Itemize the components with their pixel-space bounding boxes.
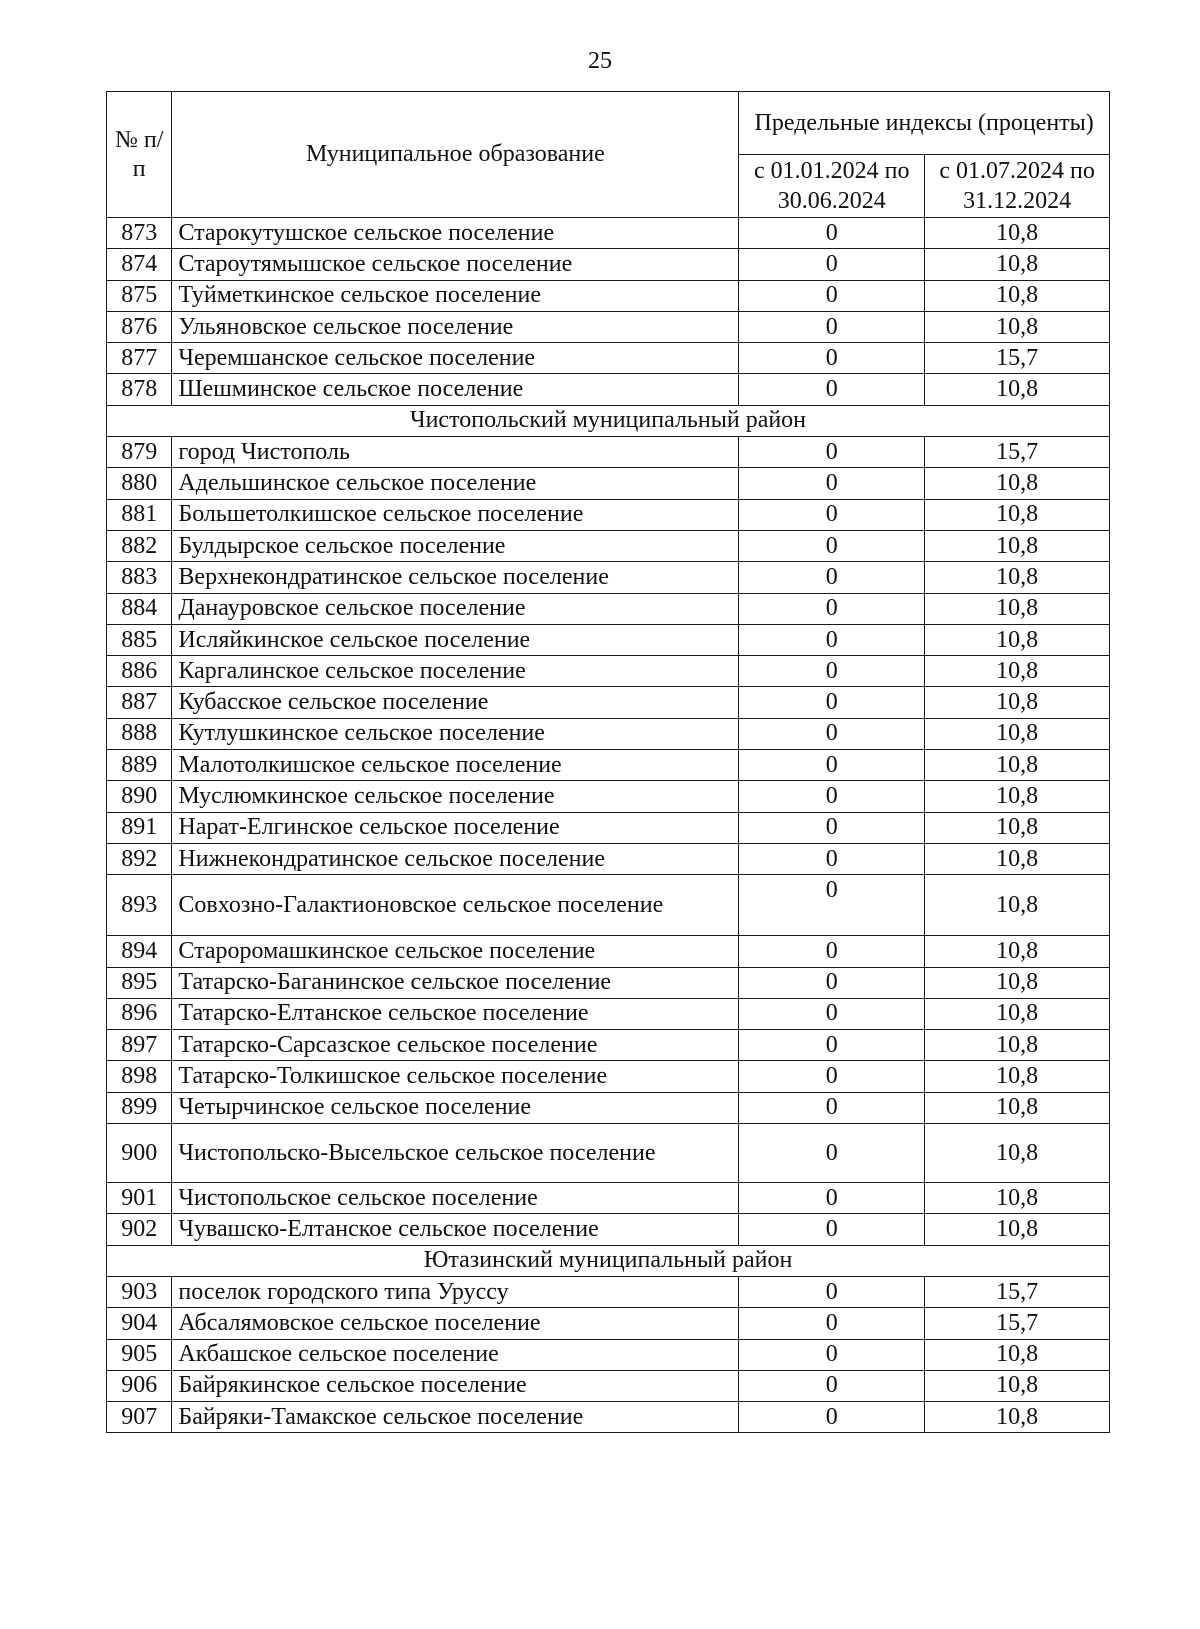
header-num: № п/п <box>107 92 172 218</box>
row-number: 907 <box>107 1402 172 1433</box>
municipality-name: Каргалинское сельское поселение <box>172 656 739 687</box>
municipality-name: Кубасское сельское поселение <box>172 687 739 718</box>
index-period-1: 0 <box>739 998 925 1029</box>
index-period-1: 0 <box>739 750 925 781</box>
index-period-2: 10,8 <box>925 1030 1110 1061</box>
row-number: 876 <box>107 311 172 342</box>
index-period-1: 0 <box>739 936 925 967</box>
index-period-2: 10,8 <box>925 1092 1110 1123</box>
index-period-2: 10,8 <box>925 311 1110 342</box>
index-period-2: 10,8 <box>925 781 1110 812</box>
table-row <box>107 624 1110 655</box>
index-period-2: 10,8 <box>925 936 1110 967</box>
table-row <box>107 1061 1110 1092</box>
row-number: 884 <box>107 593 172 624</box>
municipality-name: Верхнекондратинское сельское поселение <box>172 562 739 593</box>
municipality-name: Татарско-Толкишское сельское поселение <box>172 1061 739 1092</box>
row-number: 898 <box>107 1061 172 1092</box>
index-period-2: 10,8 <box>925 562 1110 593</box>
district-header-row <box>107 1245 1110 1276</box>
limit-index-table <box>106 91 1110 1433</box>
table-row <box>107 1339 1110 1370</box>
index-period-2: 10,8 <box>925 687 1110 718</box>
municipality-name: Четырчинское сельское поселение <box>172 1092 739 1123</box>
index-period-1: 0 <box>739 1183 925 1214</box>
table-row <box>107 1214 1110 1245</box>
index-period-1: 0 <box>739 624 925 655</box>
index-period-2: 10,8 <box>925 1214 1110 1245</box>
municipality-name: Татарско-Баганинское сельское поселение <box>172 967 739 998</box>
index-period-1: 0 <box>739 656 925 687</box>
table-row <box>107 1402 1110 1433</box>
index-period-2: 10,8 <box>925 843 1110 874</box>
row-number: 896 <box>107 998 172 1029</box>
row-number: 901 <box>107 1183 172 1214</box>
table-row <box>107 530 1110 561</box>
index-period-2: 10,8 <box>925 593 1110 624</box>
table-row <box>107 781 1110 812</box>
index-period-1: 0 <box>739 530 925 561</box>
table-row <box>107 998 1110 1029</box>
municipality-name: Булдырское сельское поселение <box>172 530 739 561</box>
index-period-2: 10,8 <box>925 374 1110 405</box>
municipality-name: Абсалямовское сельское поселение <box>172 1308 739 1339</box>
row-number: 879 <box>107 437 172 468</box>
table-row <box>107 249 1110 280</box>
index-period-2: 10,8 <box>925 1402 1110 1433</box>
row-number: 902 <box>107 1214 172 1245</box>
header-period-1: с 01.01.2024 по 30.06.2024 <box>739 155 925 218</box>
index-period-2: 15,7 <box>925 437 1110 468</box>
index-period-2: 10,8 <box>925 499 1110 530</box>
row-number: 885 <box>107 624 172 655</box>
row-number: 890 <box>107 781 172 812</box>
index-period-2: 10,8 <box>925 875 1110 936</box>
municipality-name: Черемшанское сельское поселение <box>172 343 739 374</box>
municipality-name: Ульяновское сельское поселение <box>172 311 739 342</box>
municipality-name: Муслюмкинское сельское поселение <box>172 781 739 812</box>
table-row <box>107 750 1110 781</box>
table-row <box>107 499 1110 530</box>
municipality-name: Совхозно-Галактионовское сельское поселение <box>172 875 739 936</box>
index-period-2: 10,8 <box>925 812 1110 843</box>
index-period-2: 10,8 <box>925 280 1110 311</box>
table-body <box>107 218 1110 1433</box>
table-row <box>107 1092 1110 1123</box>
municipality-name: Татарско-Сарсазское сельское поселение <box>172 1030 739 1061</box>
index-period-2: 10,8 <box>925 967 1110 998</box>
index-period-1: 0 <box>739 875 925 936</box>
index-period-2: 10,8 <box>925 998 1110 1029</box>
municipality-name: Шешминское сельское поселение <box>172 374 739 405</box>
row-number: 904 <box>107 1308 172 1339</box>
municipality-name: Малотолкишское сельское поселение <box>172 750 739 781</box>
index-period-1: 0 <box>739 468 925 499</box>
table-row <box>107 1124 1110 1183</box>
table-row <box>107 687 1110 718</box>
row-number: 900 <box>107 1124 172 1183</box>
index-period-1: 0 <box>739 967 925 998</box>
table-row <box>107 812 1110 843</box>
table-row <box>107 843 1110 874</box>
row-number: 878 <box>107 374 172 405</box>
index-period-1: 0 <box>739 843 925 874</box>
index-period-2: 10,8 <box>925 218 1110 249</box>
index-period-1: 0 <box>739 1124 925 1183</box>
index-period-1: 0 <box>739 1370 925 1401</box>
municipality-name: Чувашско-Елтанское сельское поселение <box>172 1214 739 1245</box>
municipality-name: Акбашское сельское поселение <box>172 1339 739 1370</box>
index-period-2: 15,7 <box>925 1308 1110 1339</box>
municipality-name: Большетолкишское сельское поселение <box>172 499 739 530</box>
index-period-1: 0 <box>739 311 925 342</box>
index-period-2: 10,8 <box>925 1339 1110 1370</box>
table-row <box>107 374 1110 405</box>
index-period-1: 0 <box>739 437 925 468</box>
index-period-2: 10,8 <box>925 468 1110 499</box>
table-row <box>107 967 1110 998</box>
header-period-2: с 01.07.2024 по 31.12.2024 <box>925 155 1110 218</box>
row-number: 906 <box>107 1370 172 1401</box>
index-period-2: 10,8 <box>925 750 1110 781</box>
row-number: 873 <box>107 218 172 249</box>
municipality-name: Нарат-Елгинское сельское поселение <box>172 812 739 843</box>
index-period-2: 10,8 <box>925 1370 1110 1401</box>
municipality-name: Байрякинское сельское поселение <box>172 1370 739 1401</box>
municipality-name: Чистопольско-Высельское сельское поселение <box>172 1124 739 1183</box>
municipality-name: Старокутушское сельское поселение <box>172 218 739 249</box>
row-number: 894 <box>107 936 172 967</box>
municipality-name: поселок городского типа Уруссу <box>172 1276 739 1307</box>
row-number: 882 <box>107 530 172 561</box>
index-period-1: 0 <box>739 343 925 374</box>
row-number: 893 <box>107 875 172 936</box>
table-row <box>107 875 1110 936</box>
table-row <box>107 718 1110 749</box>
index-period-1: 0 <box>739 781 925 812</box>
table-row <box>107 562 1110 593</box>
row-number: 892 <box>107 843 172 874</box>
index-period-1: 0 <box>739 280 925 311</box>
index-period-1: 0 <box>739 249 925 280</box>
index-period-1: 0 <box>739 718 925 749</box>
index-period-1: 0 <box>739 1030 925 1061</box>
index-period-1: 0 <box>739 1308 925 1339</box>
municipality-name: Кутлушкинское сельское поселение <box>172 718 739 749</box>
index-period-2: 10,8 <box>925 530 1110 561</box>
row-number: 883 <box>107 562 172 593</box>
index-period-1: 0 <box>739 562 925 593</box>
row-number: 903 <box>107 1276 172 1307</box>
row-number: 874 <box>107 249 172 280</box>
municipality-name: Староутямышское сельское поселение <box>172 249 739 280</box>
index-period-2: 15,7 <box>925 343 1110 374</box>
index-period-2: 10,8 <box>925 1061 1110 1092</box>
municipality-name: Чистопольское сельское поселение <box>172 1183 739 1214</box>
municipality-name: Байряки-Тамакское сельское поселение <box>172 1402 739 1433</box>
header-limit-indices: Предельные индексы (проценты) <box>739 92 1110 155</box>
row-number: 891 <box>107 812 172 843</box>
row-number: 899 <box>107 1092 172 1123</box>
index-period-1: 0 <box>739 1339 925 1370</box>
table-row <box>107 593 1110 624</box>
table-row <box>107 1370 1110 1401</box>
row-number: 905 <box>107 1339 172 1370</box>
page-number: 25 <box>588 48 612 74</box>
index-period-2: 10,8 <box>925 249 1110 280</box>
municipality-name: Данауровское сельское поселение <box>172 593 739 624</box>
header-municipality: Муниципальное образование <box>172 92 739 218</box>
district-name: Ютазинский муниципальный район <box>107 1245 1110 1276</box>
index-period-1: 0 <box>739 593 925 624</box>
district-name: Чистопольский муниципальный район <box>107 405 1110 436</box>
table-row <box>107 1030 1110 1061</box>
district-header-row <box>107 405 1110 436</box>
table-row <box>107 468 1110 499</box>
index-period-2: 10,8 <box>925 718 1110 749</box>
table-row <box>107 936 1110 967</box>
table-row <box>107 1183 1110 1214</box>
row-number: 897 <box>107 1030 172 1061</box>
municipality-name: Татарско-Елтанское сельское поселение <box>172 998 739 1029</box>
row-number: 887 <box>107 687 172 718</box>
index-period-1: 0 <box>739 374 925 405</box>
index-period-2: 10,8 <box>925 1183 1110 1214</box>
index-period-2: 10,8 <box>925 1124 1110 1183</box>
municipality-name: Адельшинское сельское поселение <box>172 468 739 499</box>
index-period-1: 0 <box>739 1402 925 1433</box>
index-period-2: 10,8 <box>925 624 1110 655</box>
municipality-name: Туйметкинское сельское поселение <box>172 280 739 311</box>
index-period-2: 10,8 <box>925 656 1110 687</box>
municipality-name: Нижнекондратинское сельское поселение <box>172 843 739 874</box>
row-number: 895 <box>107 967 172 998</box>
row-number: 880 <box>107 468 172 499</box>
table-row <box>107 656 1110 687</box>
row-number: 881 <box>107 499 172 530</box>
index-period-1: 0 <box>739 499 925 530</box>
table-row <box>107 280 1110 311</box>
index-period-1: 0 <box>739 812 925 843</box>
row-number: 877 <box>107 343 172 374</box>
table-row <box>107 218 1110 249</box>
index-period-1: 0 <box>739 1214 925 1245</box>
index-period-1: 0 <box>739 1092 925 1123</box>
table-header-row-1 <box>107 92 1110 155</box>
table-row <box>107 343 1110 374</box>
index-period-1: 0 <box>739 687 925 718</box>
index-period-2: 15,7 <box>925 1276 1110 1307</box>
municipality-name: Исляйкинское сельское поселение <box>172 624 739 655</box>
municipality-name: город Чистополь <box>172 437 739 468</box>
row-number: 888 <box>107 718 172 749</box>
row-number: 875 <box>107 280 172 311</box>
index-period-1: 0 <box>739 1276 925 1307</box>
row-number: 889 <box>107 750 172 781</box>
table-row <box>107 1308 1110 1339</box>
table-row <box>107 437 1110 468</box>
table-row <box>107 311 1110 342</box>
row-number: 886 <box>107 656 172 687</box>
table-row <box>107 1276 1110 1307</box>
index-period-1: 0 <box>739 1061 925 1092</box>
municipality-name: Староромашкинское сельское поселение <box>172 936 739 967</box>
index-period-1: 0 <box>739 218 925 249</box>
